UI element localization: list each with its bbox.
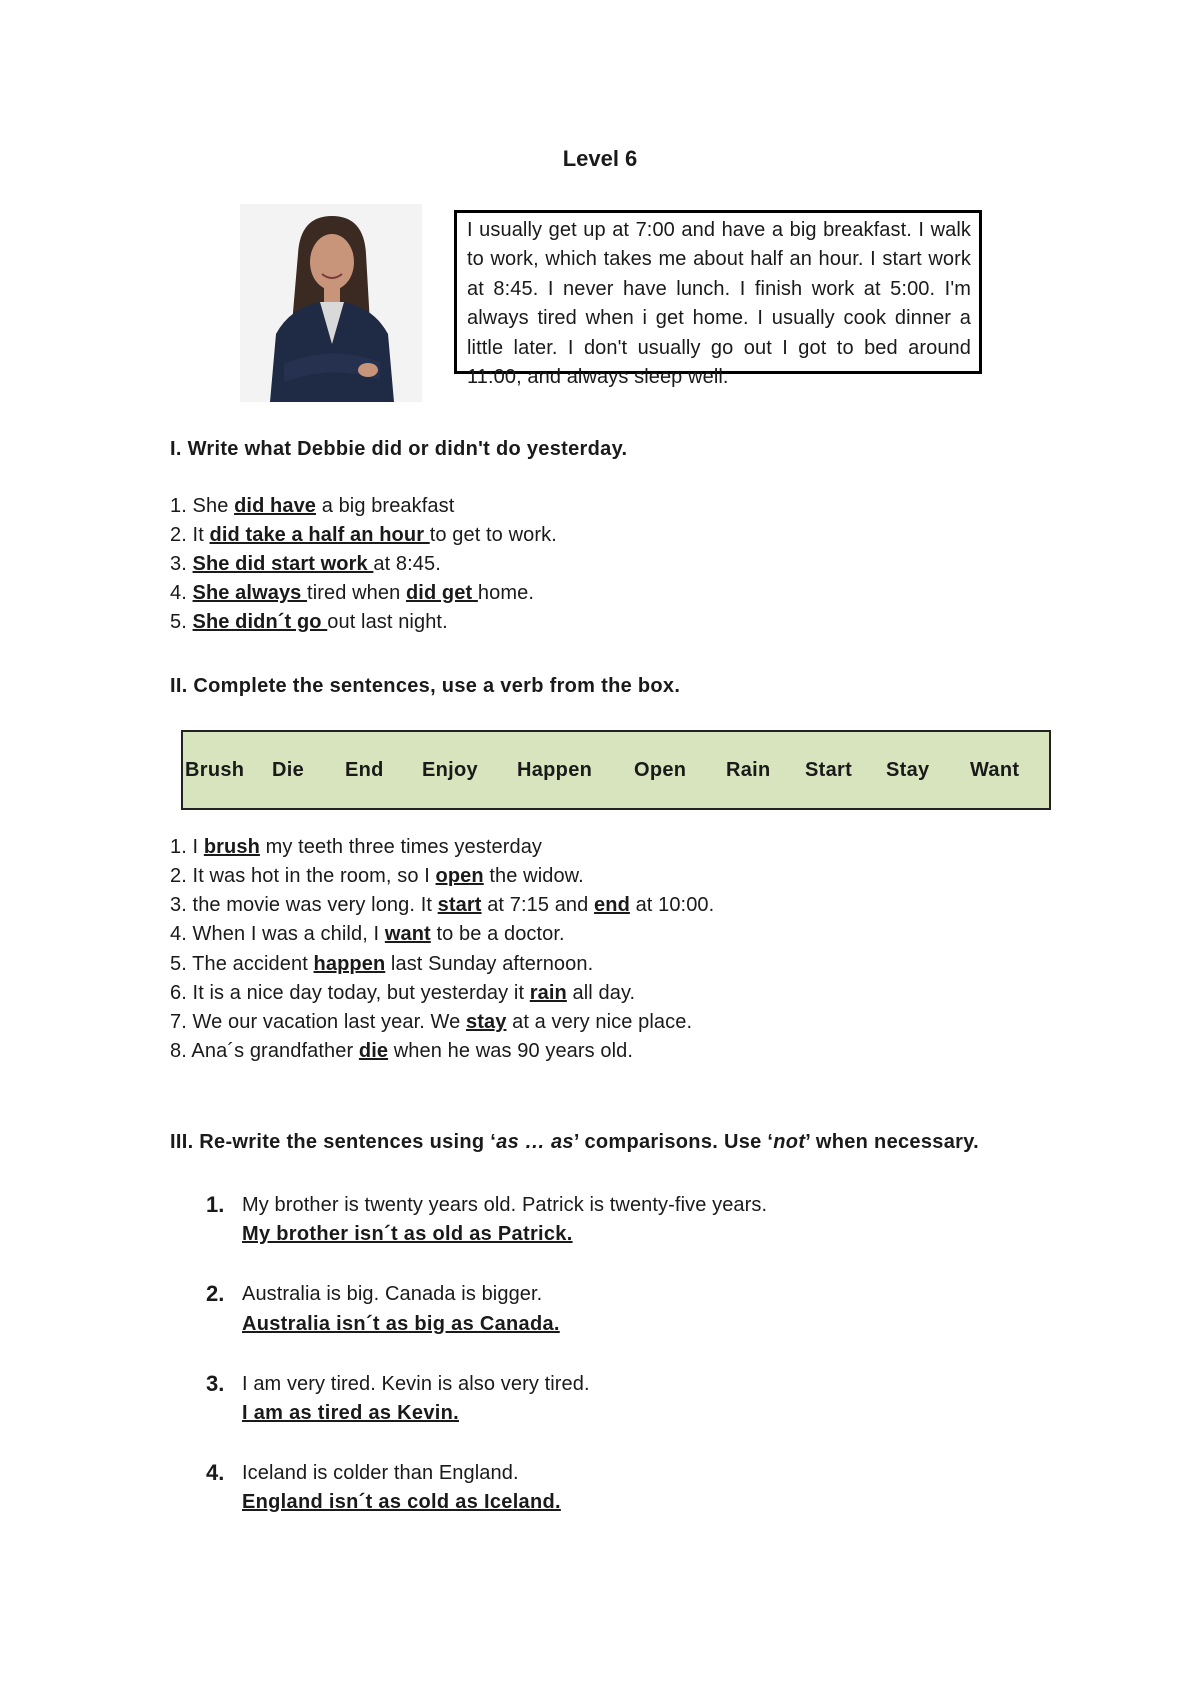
section-2-item-6: 6. It is a nice day today, but yesterday it rain all day. bbox=[170, 982, 636, 1004]
q3-number-2: 2. bbox=[206, 1281, 225, 1306]
verb-die: Die bbox=[272, 759, 305, 781]
q3-answer-4: England isn´t as cold as Iceland. bbox=[242, 1491, 561, 1513]
verb-want: Want bbox=[970, 759, 1020, 781]
answer: She did start work bbox=[192, 553, 374, 575]
section-1-heading: I. Write what Debbie did or didn't do yesterday. bbox=[170, 438, 628, 460]
section-2-item-2: 2. It was hot in the room, so I open the widow. bbox=[170, 865, 584, 887]
verb-start: Start bbox=[805, 759, 853, 781]
page-title: Level 6 bbox=[562, 146, 638, 171]
section-2-item-4: 4. When I was a child, I want to be a doctor. bbox=[170, 923, 565, 945]
q3-question-4: Iceland is colder than England. bbox=[242, 1462, 519, 1484]
woman-photo bbox=[240, 204, 422, 402]
section-2-item-1: 1. I brush my teeth three times yesterday bbox=[170, 836, 543, 858]
verb-box bbox=[181, 730, 1051, 810]
verb-brush: Brush bbox=[185, 759, 245, 781]
q3-number-3: 3. bbox=[206, 1371, 225, 1396]
q3-answer-2: Australia isn´t as big as Canada. bbox=[242, 1313, 560, 1335]
q3-question-2: Australia is big. Canada is bigger. bbox=[242, 1283, 543, 1305]
section-1-item-1: 1. She did have a big breakfast bbox=[170, 495, 455, 517]
daily-routine-passage: I usually get up at 7:00 and have a big breakfast. I walk to work, which takes me about half an hour. I start work at 8:45. I never have lunch. I finish work at 5:00. I'm always tired when i get home. I usually cook dinner a little later. I don't usually go out I got to bed around 11:00, and always sleep well. bbox=[454, 210, 982, 374]
section-3-heading: III. Re-write the sentences using ‘as … as’ comparisons. Use ‘not’ when necessary. bbox=[170, 1131, 979, 1153]
verb-open: Open bbox=[634, 759, 687, 781]
answer: start bbox=[437, 894, 482, 916]
answer: did have bbox=[234, 495, 317, 517]
verb-end: End bbox=[345, 759, 384, 781]
q3-number-1: 1. bbox=[206, 1192, 225, 1217]
answer: end bbox=[594, 894, 630, 916]
answer: brush bbox=[203, 836, 260, 858]
answer: stay bbox=[466, 1011, 507, 1033]
answer: She always bbox=[192, 582, 308, 604]
section-1-item-2: 2. It did take a half an hour to get to work. bbox=[170, 524, 557, 546]
answer: She didn´t go bbox=[192, 611, 328, 633]
q3-answer-3: I am as tired as Kevin. bbox=[242, 1402, 459, 1424]
section-1-item-5: 5. She didn´t go out last night. bbox=[170, 611, 448, 633]
q3-question-1: My brother is twenty years old. Patrick is twenty-five years. bbox=[242, 1194, 768, 1216]
section-2-item-3: 3. the movie was very long. It start at 7:15 and end at 10:00. bbox=[170, 894, 715, 916]
answer: did get bbox=[405, 582, 478, 604]
section-2-heading: II. Complete the sentences, use a verb from the box. bbox=[170, 675, 681, 697]
answer: did take a half an hour bbox=[209, 524, 430, 546]
answer: die bbox=[358, 1040, 389, 1062]
section-2-item-8: 8. Ana´s grandfather die when he was 90 years old. bbox=[170, 1040, 634, 1062]
q3-answer-1: My brother isn´t as old as Patrick. bbox=[242, 1223, 573, 1245]
section-2-item-5: 5. The accident happen last Sunday afternoon. bbox=[170, 953, 594, 975]
section-1-item-3: 3. She did start work at 8:45. bbox=[170, 553, 441, 575]
answer: happen bbox=[313, 953, 386, 975]
section-2-item-7: 7. We our vacation last year. We stay at a very nice place. bbox=[170, 1011, 693, 1033]
verb-happen: Happen bbox=[517, 759, 593, 781]
q3-number-4: 4. bbox=[206, 1460, 225, 1485]
answer: want bbox=[384, 923, 431, 945]
q3-question-3: I am very tired. Kevin is also very tired. bbox=[242, 1373, 590, 1395]
answer: rain bbox=[529, 982, 567, 1004]
verb-stay: Stay bbox=[886, 759, 930, 781]
verb-enjoy: Enjoy bbox=[422, 759, 478, 781]
answer: open bbox=[435, 865, 484, 887]
section-1-item-4: 4. She always tired when did get home. bbox=[170, 582, 534, 604]
verb-rain: Rain bbox=[726, 759, 771, 781]
